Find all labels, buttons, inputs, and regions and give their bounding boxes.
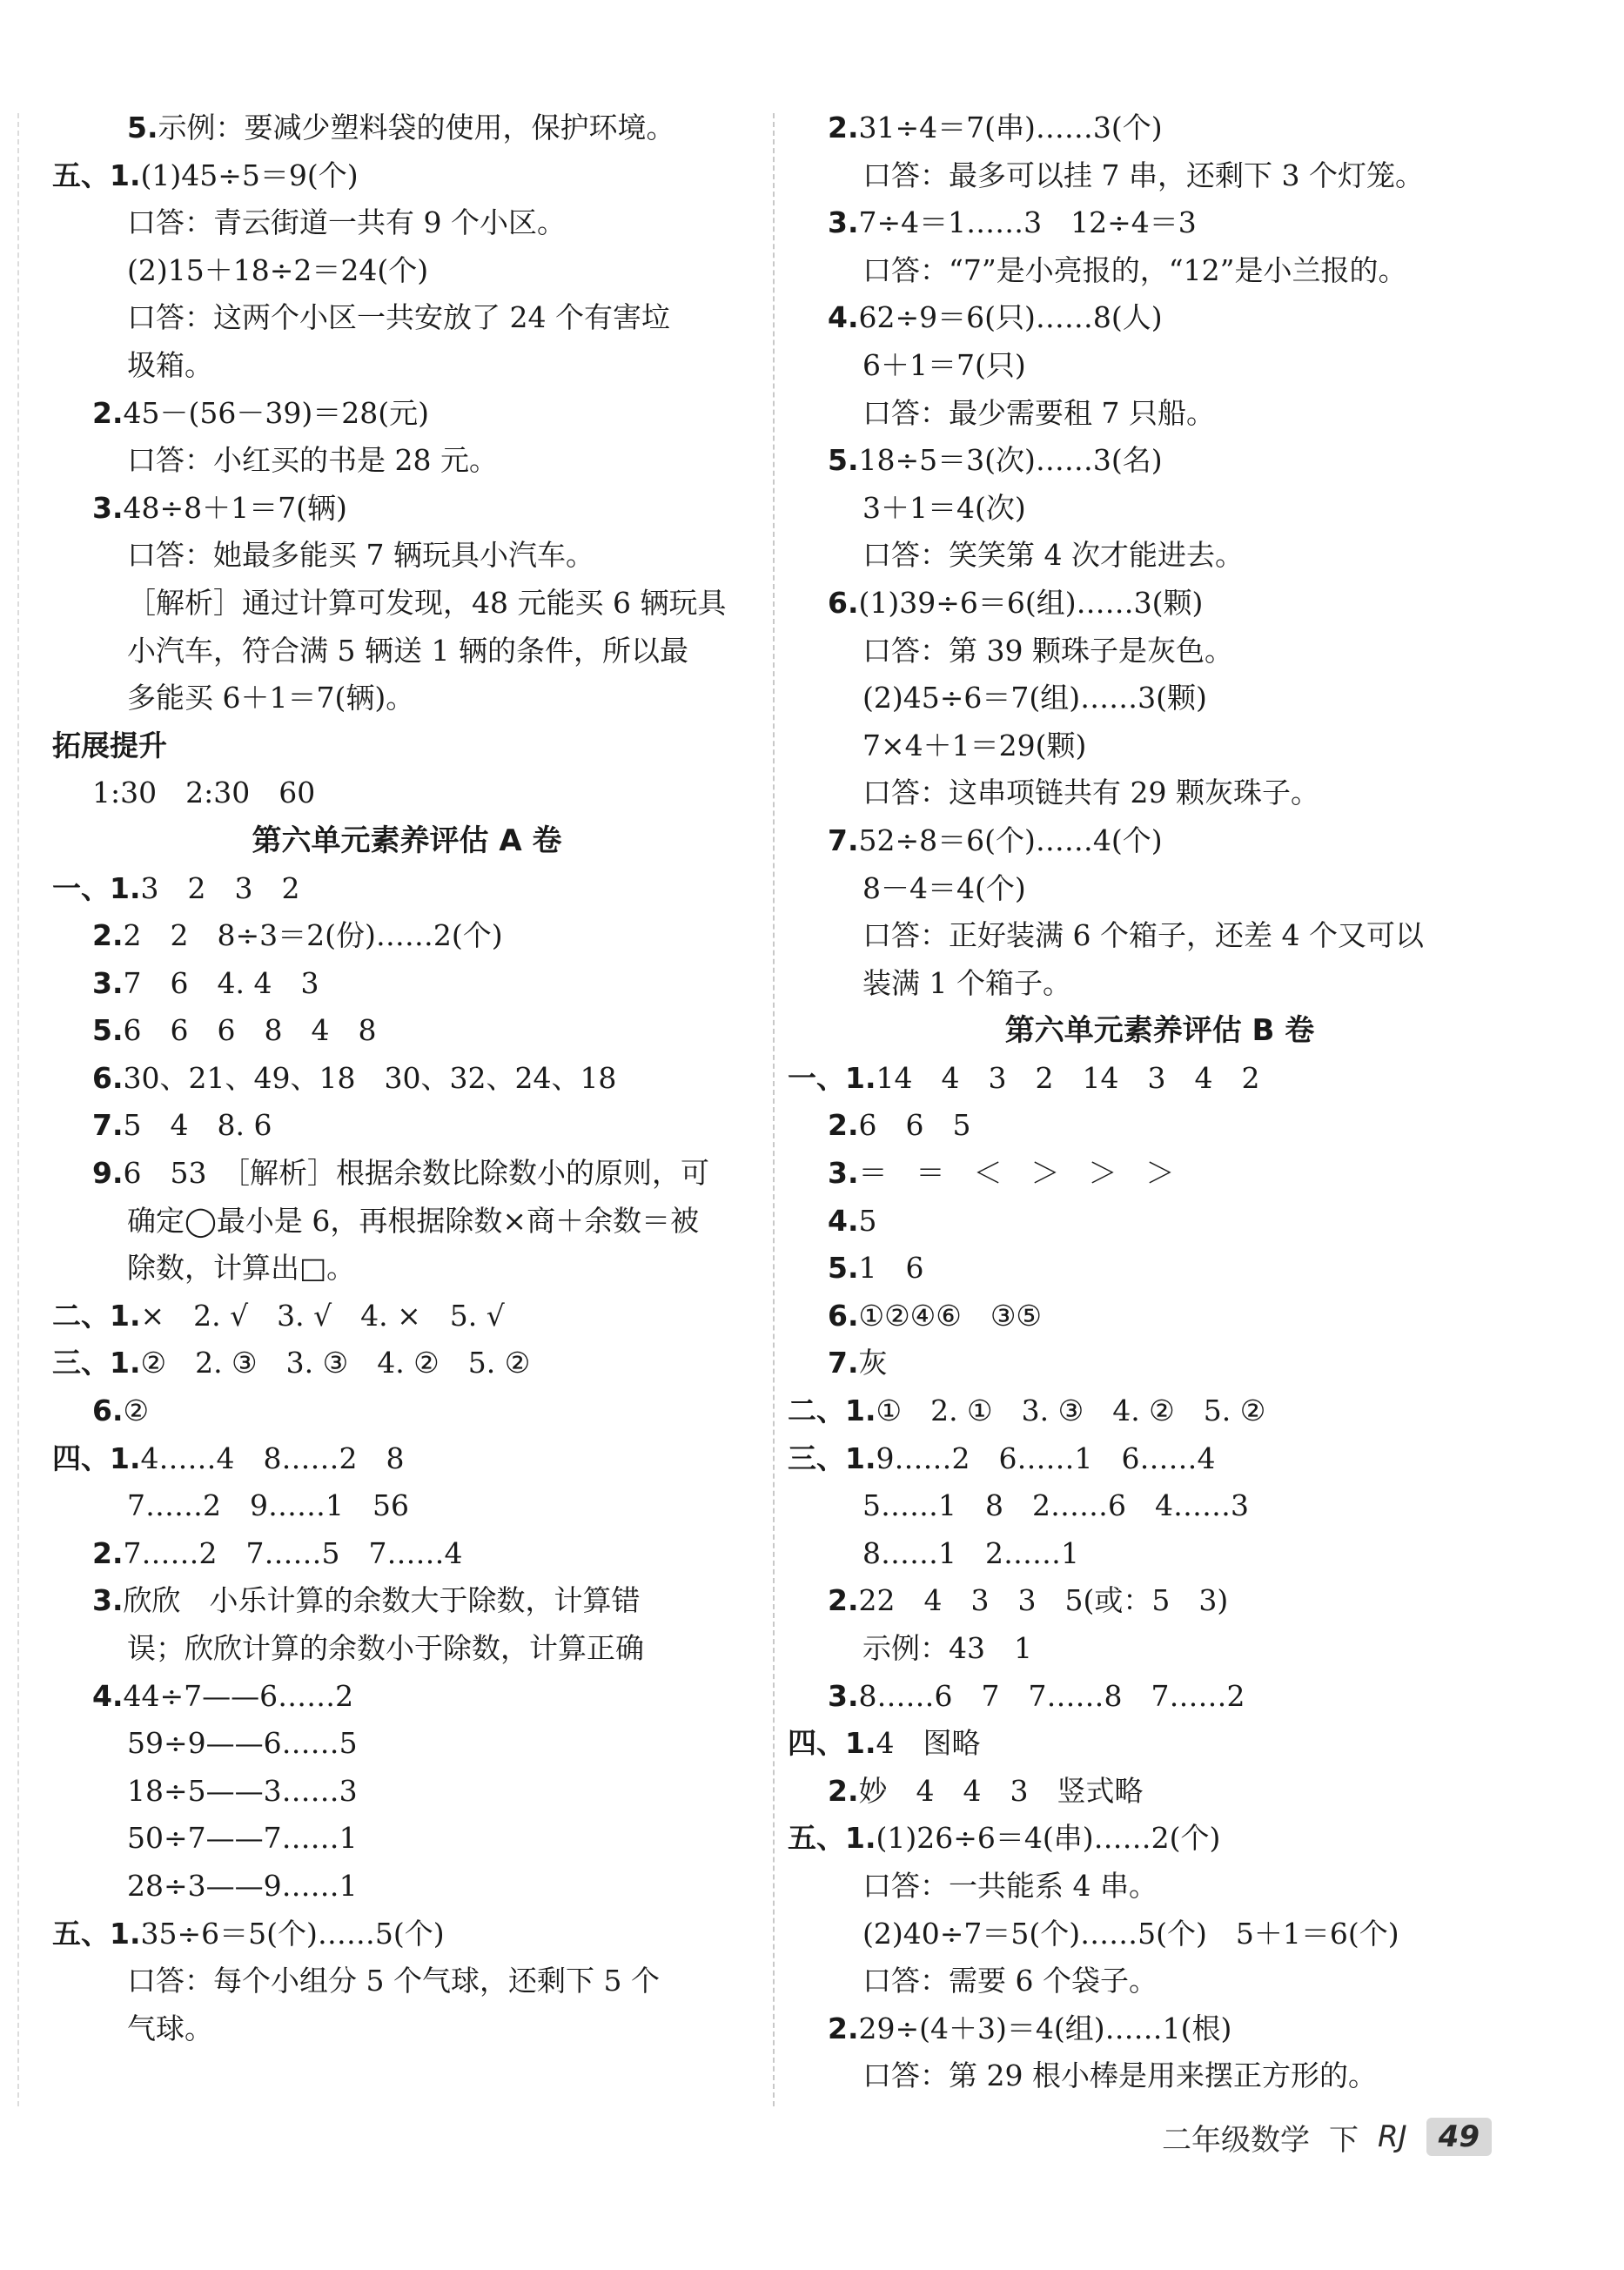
answer-line bbox=[52, 199, 762, 247]
answer-text: 14 4 3 2 14 3 4 2 bbox=[876, 1060, 1260, 1095]
question-number: 二、1. bbox=[788, 1394, 876, 1428]
answer-text: 7……2 9……1 56 bbox=[127, 1488, 409, 1523]
answer-text: 45－(56－39)＝28(元) bbox=[123, 395, 429, 430]
answer-line bbox=[788, 1911, 1532, 1958]
question-number: 9. bbox=[92, 1156, 124, 1191]
question-number: 7. bbox=[92, 1108, 124, 1143]
answer-text: (2)40÷7＝5(个)……5(个) 5＋1＝6(个) bbox=[862, 1916, 1399, 1951]
answer-text: 确定◯最小是 6，再根据除数×商＋余数＝被 bbox=[127, 1203, 700, 1238]
left-column bbox=[52, 104, 762, 2052]
answer-line bbox=[52, 865, 762, 913]
answer-text: 口答：最多可以挂 7 串，还剩下 3 个灯笼。 bbox=[862, 158, 1424, 192]
answer-text: 误；欣欣计算的余数小于除数，计算正确 bbox=[127, 1631, 644, 1665]
question-number: 7. bbox=[828, 1346, 859, 1380]
page-number: 49 bbox=[1426, 2118, 1492, 2156]
answer-text: 多能买 6＋1＝7(辆)。 bbox=[127, 681, 415, 715]
answer-text: 6 6 6 8 4 8 bbox=[123, 1013, 377, 1048]
answer-line bbox=[788, 912, 1532, 960]
answer-text: 口答：她最多能买 7 辆玩具小汽车。 bbox=[127, 538, 594, 573]
answer-line bbox=[52, 960, 762, 1008]
answer-text: ② 2. ③ 3. ③ 4. ② 5. ② bbox=[140, 1346, 531, 1380]
answer-text: 8……6 7 7……8 7……2 bbox=[858, 1678, 1245, 1713]
question-number: 6. bbox=[92, 1394, 124, 1428]
answer-text: 18÷5＝3(次)……3(名) bbox=[858, 443, 1163, 478]
answer-text: 圾箱。 bbox=[127, 347, 213, 382]
answer-text: 31÷4＝7(串)……3(个) bbox=[858, 111, 1163, 144]
answer-line bbox=[52, 437, 762, 485]
answer-line bbox=[52, 104, 762, 152]
question-number: 五、1. bbox=[52, 1916, 141, 1951]
answer-line bbox=[52, 769, 762, 817]
answer-text: 62÷9＝6(只)……8(人) bbox=[858, 300, 1163, 335]
answer-line bbox=[788, 2052, 1532, 2100]
answer-line bbox=[788, 1625, 1532, 1673]
question-number: 3. bbox=[828, 205, 859, 240]
answer-text: 口答：“7”是小亮报的，“12”是小兰报的。 bbox=[862, 252, 1407, 287]
answer-text: 妙 4 4 3 竖式略 bbox=[858, 1773, 1144, 1808]
question-number: 6. bbox=[828, 1298, 859, 1333]
answer-text: ② bbox=[123, 1394, 150, 1428]
answer-text: 18÷5——3……3 bbox=[127, 1773, 358, 1808]
section-title: 第六单元素养评估 B 卷 bbox=[1004, 1013, 1315, 1049]
question-number: 2. bbox=[828, 111, 859, 144]
answer-text: (1)45÷5＝9(个) bbox=[140, 158, 359, 192]
answer-line bbox=[788, 342, 1532, 390]
answer-text: 8……1 2……1 bbox=[862, 1535, 1079, 1570]
answer-text: 28÷3——9……1 bbox=[127, 1868, 358, 1903]
answer-line bbox=[52, 1768, 762, 1816]
binding-edge-line bbox=[17, 113, 19, 2106]
question-number: 四、1. bbox=[52, 1441, 141, 1475]
answer-text: 5……1 8 2……6 4……3 bbox=[862, 1488, 1249, 1523]
answer-text: 示例：要减少塑料袋的使用，保护环境。 bbox=[158, 111, 675, 144]
answer-text: 5 bbox=[858, 1203, 877, 1238]
answer-line bbox=[788, 1387, 1532, 1435]
answer-text: 29÷(4＋3)＝4(组)……1(根) bbox=[858, 2011, 1232, 2045]
question-number: 一、1. bbox=[52, 870, 141, 905]
question-number: 5. bbox=[828, 443, 859, 478]
section-title: 第六单元素养评估 A 卷 bbox=[252, 823, 562, 858]
answer-text: 7×4＋1＝29(颗) bbox=[862, 728, 1087, 762]
answer-line bbox=[788, 532, 1532, 580]
answer-text: 5 4 8. 6 bbox=[123, 1108, 272, 1143]
answer-text: (2)45÷6＝7(组)……3(颗) bbox=[862, 681, 1207, 715]
answer-line bbox=[52, 1577, 762, 1625]
answer-line bbox=[52, 1293, 762, 1340]
answer-line bbox=[52, 485, 762, 533]
answer-text: 4 图略 bbox=[876, 1726, 981, 1761]
answer-text: 48÷8＋1＝7(辆) bbox=[123, 490, 347, 525]
answer-text: 1:30 2:30 60 bbox=[92, 776, 316, 810]
answer-line bbox=[788, 1055, 1532, 1103]
answer-text: 口答：每个小组分 5 个气球，还剩下 5 个 bbox=[127, 1964, 660, 1998]
answer-line bbox=[52, 1102, 762, 1150]
answer-line bbox=[788, 199, 1532, 247]
answer-line bbox=[788, 1102, 1532, 1150]
answer-line bbox=[788, 817, 1532, 865]
answer-text: 7……2 7……5 7……4 bbox=[123, 1535, 463, 1570]
answer-line bbox=[788, 1673, 1532, 1721]
question-number: 3. bbox=[828, 1678, 859, 1713]
answer-line bbox=[788, 1958, 1532, 2005]
answer-text: 欣欣 小乐计算的余数大于除数，计算错 bbox=[123, 1583, 641, 1618]
answer-line bbox=[788, 675, 1532, 722]
answer-text: 气球。 bbox=[127, 2011, 213, 2045]
answer-text: 30、21、49、18 30、32、24、18 bbox=[123, 1060, 617, 1095]
answer-text: ① 2. ① 3. ③ 4. ② 5. ② bbox=[876, 1394, 1266, 1428]
answer-line bbox=[788, 294, 1532, 342]
answer-line bbox=[788, 1245, 1532, 1293]
answer-text: ［解析］通过计算可发现，48 元能买 6 辆玩具 bbox=[127, 585, 727, 620]
question-number: 6. bbox=[828, 585, 859, 620]
answer-line bbox=[788, 1482, 1532, 1530]
answer-text: (2)15＋18÷2＝24(个) bbox=[127, 252, 429, 287]
question-number: 五、1. bbox=[788, 1821, 876, 1856]
answer-text: 口答：正好装满 6 个箱子，还差 4 个又可以 bbox=[862, 918, 1424, 953]
answer-text: 口答：第 39 颗珠子是灰色。 bbox=[862, 633, 1233, 668]
question-number: 2. bbox=[828, 1108, 859, 1143]
answer-text: 9……2 6……1 6……4 bbox=[876, 1441, 1216, 1475]
question-number: 4. bbox=[92, 1678, 124, 1713]
question-number: 7. bbox=[828, 823, 859, 857]
question-number: 2. bbox=[92, 1535, 124, 1570]
answer-line bbox=[52, 1720, 762, 1768]
answer-line bbox=[788, 152, 1532, 200]
answer-text: 3 2 3 2 bbox=[140, 870, 300, 905]
answer-line bbox=[52, 1198, 762, 1246]
question-number: 四、1. bbox=[788, 1726, 876, 1761]
answer-line bbox=[788, 769, 1532, 817]
answer-text: 6＋1＝7(只) bbox=[862, 347, 1026, 382]
answer-text: 22 4 3 3 5(或：5 3) bbox=[858, 1583, 1229, 1618]
answer-line bbox=[788, 580, 1532, 628]
answer-text: 59÷9——6……5 bbox=[127, 1726, 358, 1761]
question-number: 6. bbox=[92, 1060, 124, 1095]
answer-line bbox=[52, 1055, 762, 1103]
answer-text: 44÷7——6……2 bbox=[123, 1678, 354, 1713]
answer-text: 7÷4＝1……3 12÷4＝3 bbox=[858, 205, 1197, 240]
footer-term: 下 bbox=[1329, 2122, 1359, 2158]
answer-text: 口答：青云街道一共有 9 个小区。 bbox=[127, 205, 566, 240]
answer-text: 8－4＝4(个) bbox=[862, 870, 1026, 905]
answer-line bbox=[52, 675, 762, 722]
answer-text: 1 6 bbox=[858, 1251, 924, 1286]
answer-text: (1)39÷6＝6(组)……3(颗) bbox=[858, 585, 1204, 620]
answer-text: 口答：最少需要租 7 只船。 bbox=[862, 395, 1215, 430]
answer-text: × 2. √ 3. √ 4. × 5. √ bbox=[140, 1298, 505, 1333]
answer-line bbox=[52, 390, 762, 438]
answer-line bbox=[788, 1720, 1532, 1768]
answer-text: 6 53 ［解析］根据余数比除数小的原则，可 bbox=[123, 1156, 709, 1191]
question-number: 5. bbox=[127, 111, 158, 144]
answer-line bbox=[52, 1863, 762, 1911]
answer-text: 口答：这两个小区一共安放了 24 个有害垃 bbox=[127, 300, 670, 335]
answer-text: 3＋1＝4(次) bbox=[862, 490, 1026, 525]
answer-text: 6 6 5 bbox=[858, 1108, 971, 1143]
question-number: 3. bbox=[92, 1583, 124, 1618]
answer-text: 口答：小红买的书是 28 元。 bbox=[127, 443, 498, 478]
answer-line bbox=[52, 580, 762, 628]
question-number: 三、1. bbox=[52, 1346, 141, 1380]
answer-line bbox=[52, 1340, 762, 1387]
answer-line bbox=[52, 1530, 762, 1578]
answer-line bbox=[788, 1150, 1532, 1198]
answer-line bbox=[52, 1007, 762, 1055]
answer-line bbox=[52, 532, 762, 580]
question-number: 2. bbox=[828, 1583, 859, 1618]
answer-line bbox=[52, 1482, 762, 1530]
answer-line bbox=[788, 1530, 1532, 1578]
question-number: 2. bbox=[828, 2011, 859, 2045]
answer-text: ①②④⑥ ③⑤ bbox=[858, 1298, 1043, 1333]
answer-line bbox=[52, 247, 762, 295]
answer-line bbox=[52, 2005, 762, 2053]
answer-line bbox=[52, 628, 762, 675]
question-number: 5. bbox=[92, 1013, 124, 1048]
answer-line bbox=[788, 1293, 1532, 1340]
answer-text: 口答：第 29 根小棒是用来摆正方形的。 bbox=[862, 2058, 1377, 2093]
answer-text: 小汽车，符合满 5 辆送 1 辆的条件，所以最 bbox=[127, 633, 688, 668]
answer-line bbox=[788, 1768, 1532, 1816]
question-number: 一、1. bbox=[788, 1060, 876, 1095]
answer-line bbox=[52, 1245, 762, 1293]
answer-line bbox=[788, 722, 1532, 770]
answer-line bbox=[52, 152, 762, 200]
question-number: 3. bbox=[92, 965, 124, 1000]
question-number: 2. bbox=[92, 918, 124, 953]
answer-text: 7 6 4. 4 3 bbox=[123, 965, 319, 1000]
column-divider bbox=[773, 113, 775, 2106]
page-footer bbox=[1162, 2111, 1492, 2163]
answer-line bbox=[52, 1387, 762, 1435]
question-number: 五、1. bbox=[52, 158, 141, 192]
answer-line bbox=[788, 485, 1532, 533]
right-column bbox=[788, 104, 1532, 2100]
question-number: 4. bbox=[828, 1203, 859, 1238]
footer-edition: RJ bbox=[1378, 2119, 1407, 2154]
answer-text: 口答：这串项链共有 29 颗灰珠子。 bbox=[862, 776, 1319, 810]
answer-text: 口答：需要 6 个袋子。 bbox=[862, 1964, 1158, 1998]
answer-line bbox=[788, 247, 1532, 295]
answer-line bbox=[52, 342, 762, 390]
answer-text: 灰 bbox=[858, 1346, 888, 1380]
question-number: 二、1. bbox=[52, 1298, 141, 1333]
answer-text: (1)26÷6＝4(串)……2(个) bbox=[876, 1821, 1221, 1856]
answer-text: 52÷8＝6(个)……4(个) bbox=[858, 823, 1163, 857]
answer-text: 35÷6＝5(个)……5(个) bbox=[140, 1916, 445, 1951]
answer-text: 50÷7——7……1 bbox=[127, 1821, 358, 1856]
answer-line bbox=[788, 2005, 1532, 2053]
answer-line bbox=[52, 1958, 762, 2005]
answer-text: 示例：43 1 bbox=[862, 1631, 1032, 1665]
section-heading: 拓展提升 bbox=[52, 728, 167, 762]
question-number: 4. bbox=[828, 300, 859, 335]
question-number: 5. bbox=[828, 1251, 859, 1286]
answer-line bbox=[788, 960, 1532, 1008]
answer-line bbox=[788, 1815, 1532, 1863]
question-number: 3. bbox=[92, 490, 124, 525]
question-number: 2. bbox=[828, 1773, 859, 1808]
answer-line bbox=[788, 437, 1532, 485]
answer-text: 口答：笑笑第 4 次才能进去。 bbox=[862, 538, 1244, 573]
question-number: 三、1. bbox=[788, 1441, 876, 1475]
answer-text: 2 2 8÷3＝2(份)……2(个) bbox=[123, 918, 503, 953]
answer-line bbox=[788, 390, 1532, 438]
answer-line bbox=[788, 1435, 1532, 1483]
answer-line bbox=[788, 1198, 1532, 1246]
question-number: 2. bbox=[92, 395, 124, 430]
footer-grade: 二年级数学 bbox=[1162, 2122, 1310, 2158]
answer-line bbox=[52, 294, 762, 342]
answer-line bbox=[52, 1150, 762, 1198]
answer-line bbox=[788, 1340, 1532, 1387]
answer-line bbox=[788, 104, 1532, 152]
answer-line bbox=[788, 628, 1532, 675]
answer-text: 装满 1 个箱子。 bbox=[862, 965, 1071, 1000]
answer-text: 4……4 8……2 8 bbox=[140, 1441, 405, 1475]
answer-text: ＝ ＝ ＜ ＞ ＞ ＞ bbox=[858, 1156, 1175, 1191]
answer-line bbox=[52, 1625, 762, 1673]
answer-line bbox=[52, 1911, 762, 1958]
answer-text: 除数，计算出□。 bbox=[127, 1251, 356, 1286]
answer-line bbox=[788, 1863, 1532, 1911]
answer-line bbox=[52, 912, 762, 960]
question-number: 3. bbox=[828, 1156, 859, 1191]
answer-line bbox=[52, 1815, 762, 1863]
answer-line bbox=[788, 1577, 1532, 1625]
answer-line bbox=[788, 865, 1532, 913]
answer-line bbox=[52, 1673, 762, 1721]
answer-line bbox=[52, 1435, 762, 1483]
answer-text: 口答：一共能系 4 串。 bbox=[862, 1868, 1158, 1903]
